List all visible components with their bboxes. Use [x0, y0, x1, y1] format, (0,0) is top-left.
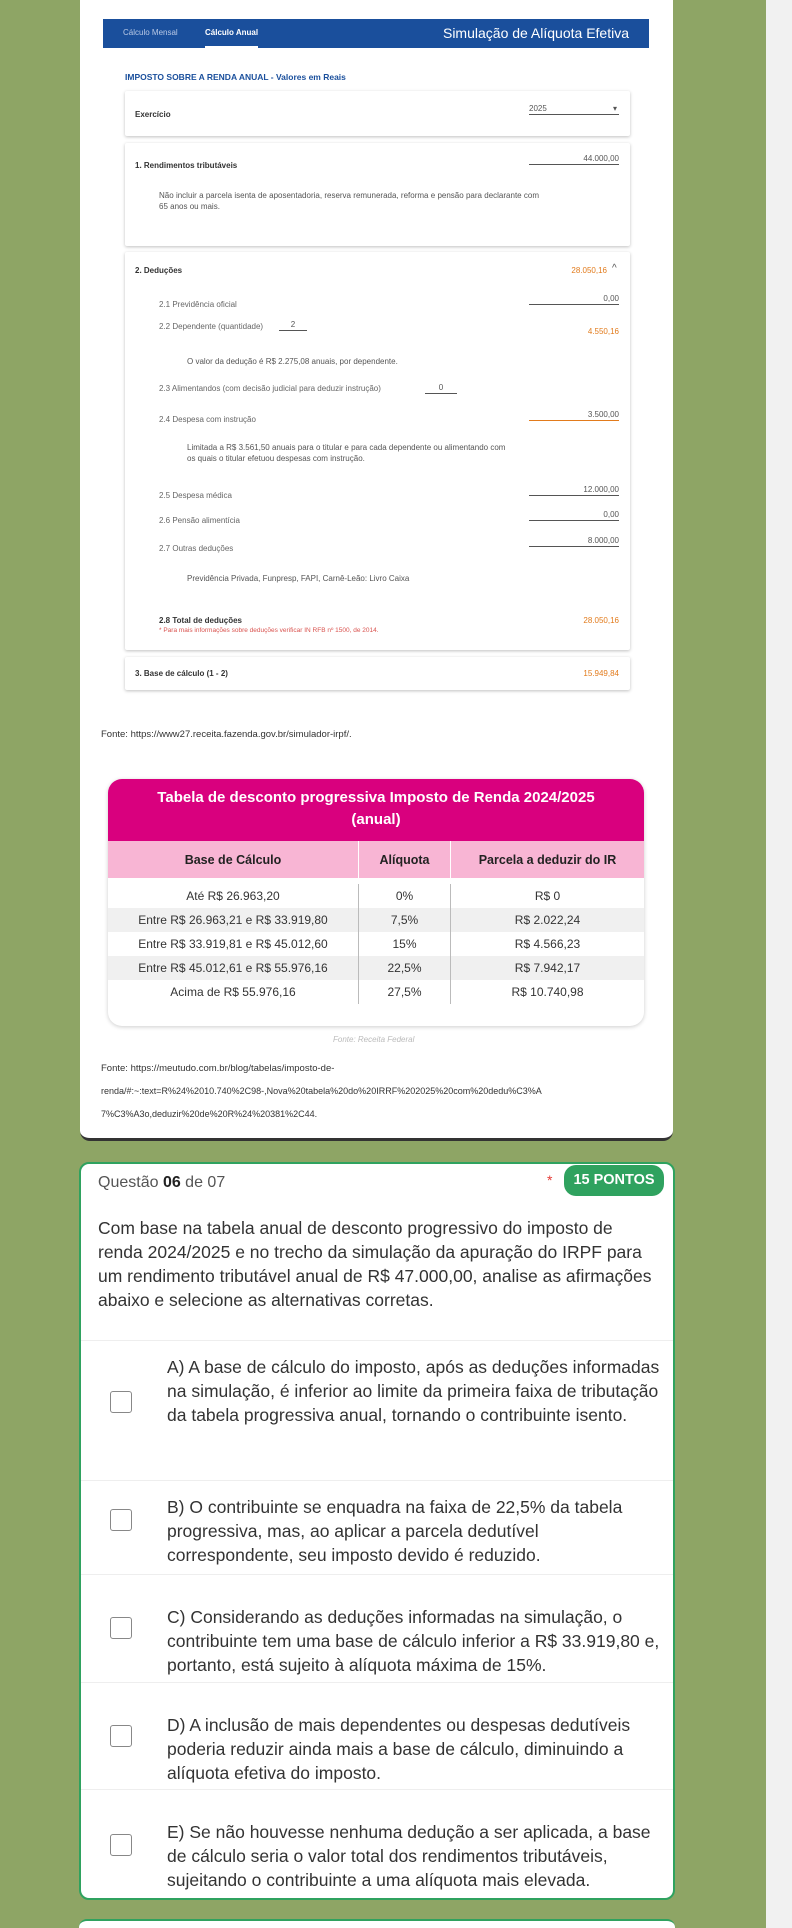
table-title-line2: (anual) [351, 811, 401, 828]
income-label: 1. Rendimentos tributáveis [135, 161, 238, 170]
table-source: Fonte: Receita Federal [333, 1035, 415, 1044]
progressive-tax-table [108, 779, 644, 1026]
d8-label: 2.8 Total de deduções [159, 616, 242, 625]
option-d-checkbox[interactable] [110, 1725, 132, 1747]
source-table-line3: 7%C3%A3o,deduzir%20de%20R%24%20381%2C44. [101, 1109, 318, 1119]
next-card-edge [79, 1919, 675, 1928]
table-header [108, 841, 644, 878]
d4-note: Limitada a R$ 3.561,50 anuais para o titular e para cada dependente ou alimentando com os quais o titular efetuou despesas com instrução. [187, 443, 506, 463]
header-base: Base de Cálculo [184, 852, 282, 867]
table-title [108, 779, 644, 841]
d2-qty-input[interactable]: 2 [279, 320, 307, 331]
cell-rate: 22,5% [358, 956, 451, 980]
d8-value: 28.050,16 [583, 616, 619, 625]
points-badge: 15 PONTOS [564, 1165, 664, 1196]
simulator-header [103, 19, 649, 48]
deductions-total: 28.050,16 [571, 266, 607, 275]
table-row [108, 908, 644, 932]
question-prefix: Questão [98, 1174, 163, 1191]
simulator-title: Simulação de Alíquota Efetiva [442, 25, 629, 41]
source-table-line1: Fonte: https://meutudo.com.br/blog/tabelas/imposto-de- [101, 1063, 335, 1074]
header-deduction: Parcela a deduzir do IR [478, 852, 617, 867]
d7-note: Previdência Privada, Funpresp, FAPI, Carnê-Leão: Livro Caixa [187, 574, 410, 583]
cell-base: Até R$ 26.963,20 [186, 889, 280, 903]
question-text: Com base na tabela anual de desconto progressivo do imposto de renda 2024/2025 e no trecho da simulação da apuração do IRPF para um rendimento tributável anual de R$ 47.000,00, analise as afirmações abaixo e selecione as alternativas corretas. [98, 1218, 652, 1310]
table-row [108, 980, 644, 1004]
option-e-checkbox[interactable] [110, 1834, 132, 1856]
option-b-checkbox[interactable] [110, 1509, 132, 1531]
cell-rate: 7,5% [358, 908, 451, 932]
cell-deduction: R$ 2.022,24 [514, 913, 581, 927]
cell-base: Entre R$ 33.919,81 e R$ 45.012,60 [138, 937, 328, 951]
table-row [108, 884, 644, 908]
d3-qty-input[interactable]: 0 [425, 383, 457, 394]
cell-deduction: R$ 7.942,17 [514, 961, 581, 975]
required-mark: * [547, 1172, 553, 1188]
option-e[interactable] [81, 1789, 673, 1897]
d6-input[interactable]: 0,00 [529, 510, 619, 521]
page-scrollbar[interactable] [766, 0, 792, 1928]
question-suffix: de 07 [180, 1174, 226, 1191]
income-input[interactable]: 44.000,00 [529, 154, 619, 165]
d7-input[interactable]: 8.000,00 [529, 536, 619, 547]
option-b-text: B) O contribuinte se enquadra na faixa de 22,5% da tabela progressiva, mas, ao aplicar a parcela dedutível correspondente, seu imposto devido é reduzido. [167, 1497, 623, 1565]
d5-input[interactable]: 12.000,00 [529, 485, 619, 496]
table-row [108, 932, 644, 956]
source-simulator: Fonte: https://www27.receita.fazenda.gov.br/simulador-irpf/. [101, 729, 352, 740]
option-a-text: A) A base de cálculo do imposto, após as deduções informadas na simulação, é inferior ao limite da primeira faixa de tributação da tabela progressiva anual, tornando o contribuinte isento. [167, 1357, 660, 1425]
cell-deduction: R$ 4.566,23 [514, 937, 581, 951]
cell-rate: 27,5% [358, 980, 451, 1004]
tax-base-box [125, 657, 630, 690]
source-table-line2: renda/#:~:text=R%24%2010.740%2C98-,Nova%20tabela%20do%20IRRF%202025%20com%20dedu%C3%A [101, 1086, 542, 1096]
tab-monthly[interactable]: Cálculo Mensal [123, 28, 178, 37]
d2-label: 2.2 Dependente (quantidade) [159, 322, 264, 331]
option-a[interactable] [81, 1340, 673, 1449]
d7-label: 2.7 Outras deduções [159, 544, 234, 553]
d1-input[interactable]: 0,00 [529, 294, 619, 305]
exercise-box [125, 91, 630, 136]
income-box [125, 143, 630, 246]
d1-label: 2.1 Previdência oficial [159, 300, 237, 309]
d3-label: 2.3 Alimentandos (com decisão judicial para deduzir instrução) [159, 384, 381, 393]
chevron-down-icon: ▾ [612, 104, 617, 113]
question-card [79, 1162, 675, 1900]
option-c[interactable] [81, 1574, 673, 1674]
cell-base: Acima de R$ 55.976,16 [170, 985, 296, 999]
exercise-value: 2025 [529, 104, 547, 113]
cell-deduction: R$ 0 [534, 889, 561, 903]
question-number [98, 1174, 225, 1192]
tax-simulator [103, 0, 649, 692]
option-d-text: D) A inclusão de mais dependentes ou despesas dedutíveis poderia reduzir ainda mais a base de cálculo, diminuindo a alíquota efetiva do imposto. [167, 1715, 631, 1783]
simulator-subtitle: IMPOSTO SOBRE A RENDA ANUAL - Valores em Reais [125, 72, 346, 82]
table-title-line1: Tabela de desconto progressiva Imposto de Renda 2024/2025 [157, 789, 595, 806]
income-note: Não incluir a parcela isenta de aposentadoria, reserva remunerada, reforma e pensão para declarante com 65 anos ou mais. [159, 191, 539, 211]
table-row [108, 956, 644, 980]
exercise-select[interactable] [529, 104, 619, 115]
d8-note: * Para mais informações sobre deduções verificar IN RFB nº 1500, de 2014. [159, 627, 379, 634]
d4-label: 2.4 Despesa com instrução [159, 415, 256, 424]
exercise-label: Exercício [135, 110, 171, 119]
cell-rate: 15% [358, 932, 451, 956]
option-e-text: E) Se não houvesse nenhuma dedução a ser aplicada, a base de cálculo seria o valor total dos rendimentos tributáveis, sujeitando o contribuinte a uma alíquota mais elevada. [167, 1822, 651, 1890]
d2-note: O valor da dedução é R$ 2.275,08 anuais, por dependente. [187, 357, 398, 366]
tax-base-label: 3. Base de cálculo (1 - 2) [135, 669, 228, 678]
option-c-checkbox[interactable] [110, 1617, 132, 1639]
d4-input[interactable]: 3.500,00 [529, 410, 619, 421]
cell-base: Entre R$ 26.963,21 e R$ 33.919,80 [138, 913, 328, 927]
cell-base: Entre R$ 45.012,61 e R$ 55.976,16 [138, 961, 328, 975]
question-index: 06 [162, 1174, 181, 1191]
tax-base-value: 15.949,84 [583, 669, 619, 678]
option-a-checkbox[interactable] [110, 1391, 132, 1413]
tab-annual[interactable]: Cálculo Anual [205, 19, 258, 48]
cell-deduction: R$ 10.740,98 [511, 985, 584, 999]
d6-label: 2.6 Pensão alimentícia [159, 516, 240, 525]
option-b[interactable] [81, 1480, 673, 1566]
cell-rate: 0% [358, 884, 451, 908]
header-rate: Alíquota [358, 841, 451, 878]
table-body [108, 878, 644, 1004]
d5-label: 2.5 Despesa médica [159, 491, 232, 500]
d2-value: 4.550,16 [587, 327, 619, 336]
deductions-box [125, 252, 630, 650]
deductions-label: 2. Deduções [135, 266, 183, 275]
option-c-text: C) Considerando as deduções informadas na simulação, o contribuinte tem uma base de cálculo inferior a R$ 33.919,80 e, portanto, está sujeito à alíquota máxima de 15%. [167, 1607, 660, 1675]
chevron-up-icon[interactable]: ^ [612, 263, 617, 274]
option-d[interactable] [81, 1682, 673, 1786]
